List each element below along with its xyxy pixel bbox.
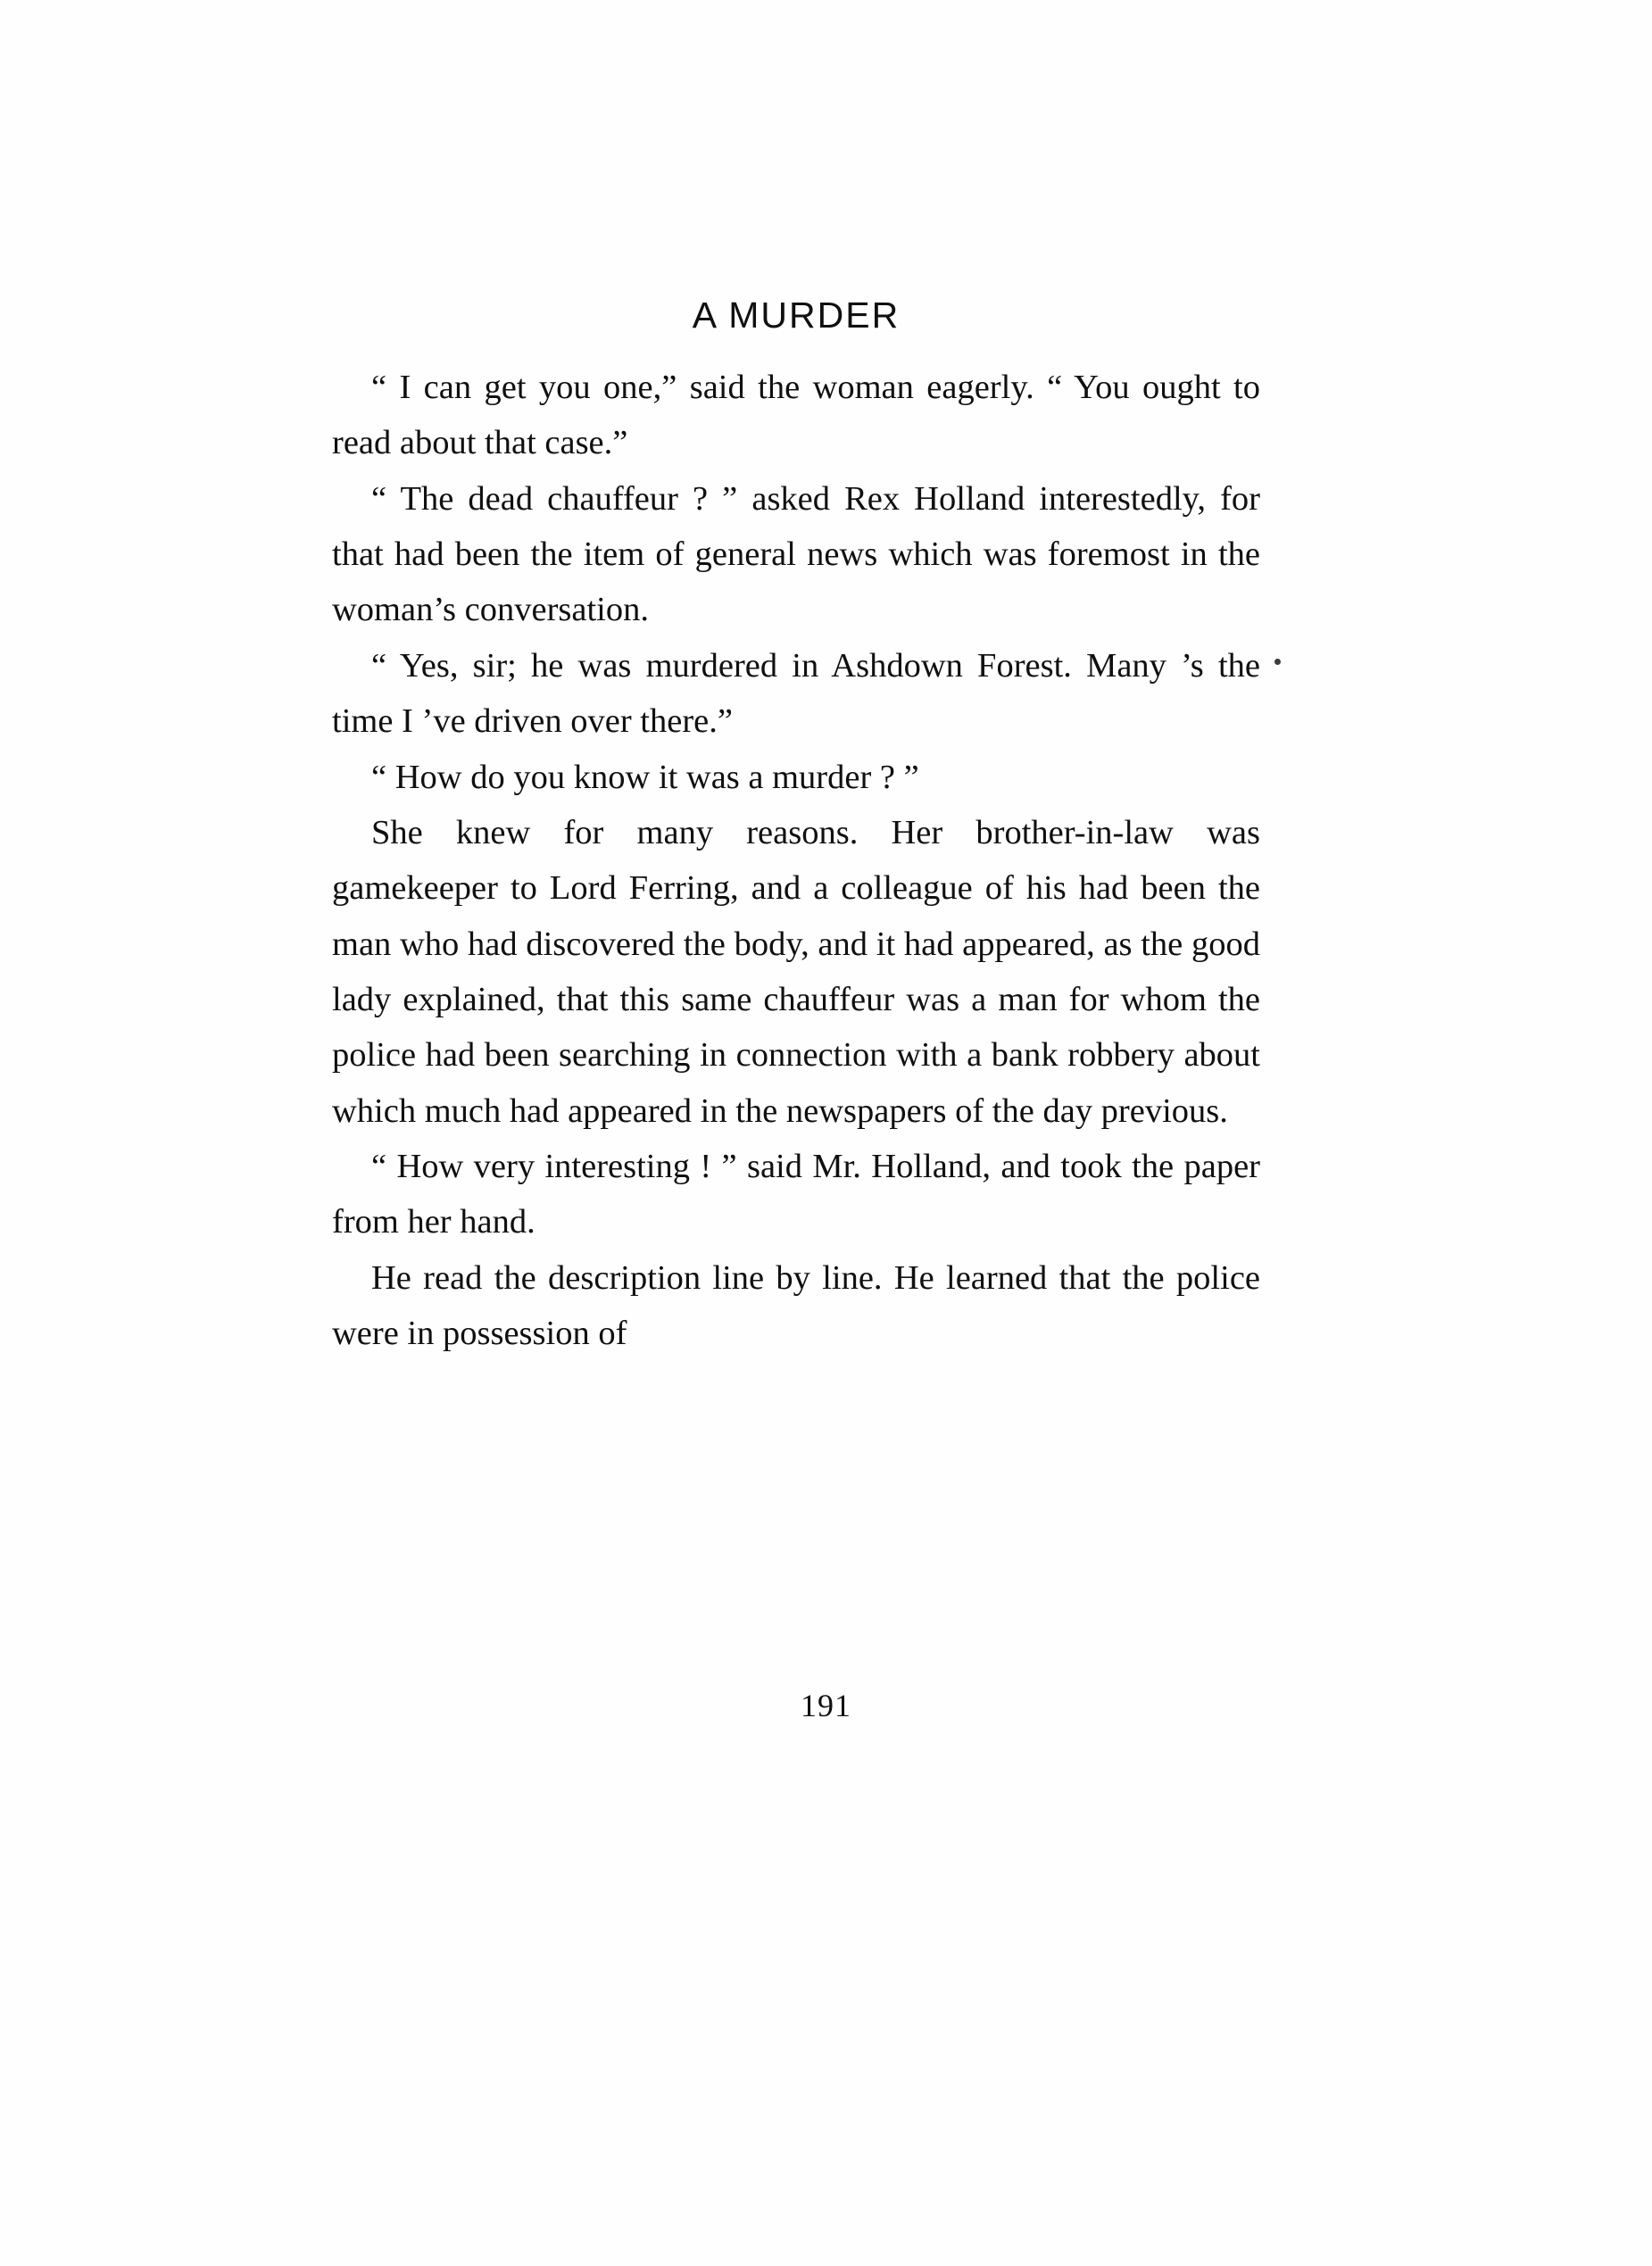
page-text-block [332, 295, 1260, 1361]
page-title: A MURDER [692, 295, 901, 336]
ink-speck [1274, 659, 1281, 665]
paragraph-4: “ How do you know it was a murder ? ” [371, 758, 919, 796]
page-number: 191 [801, 1688, 851, 1723]
paragraph-7: He read the description line by line. He learned that the police were in possession of [332, 1258, 1260, 1353]
paragraph-2: “ The dead chauffeur ? ” asked Rex Holland interestedly, for that had been the item of general news which was foremost in the woman’s conversation. [332, 479, 1260, 629]
paragraph-1: “ I can get you one,” said the woman eagerly. “ You ought to read about that case.” [332, 369, 1260, 462]
paragraph-3: “ Yes, sir; he was murdered in Ashdown Forest. Many ’s the time I ’ve driven over there.” [332, 646, 1260, 741]
paragraph-5: She knew for many reasons. Her brother-in-law was gamekeeper to Lord Ferring, and a colleague of his had been the man who had discovered the body, and it had appeared, as the good lady explained, that this same chauffeur was a man for whom the police had been searching in connection with a bank robbery about which much had appeared in the newspapers of the day previous. [332, 813, 1260, 1130]
paragraph-6: “ How very interesting ! ” said Mr. Holland, and took the paper from her hand. [332, 1148, 1260, 1241]
